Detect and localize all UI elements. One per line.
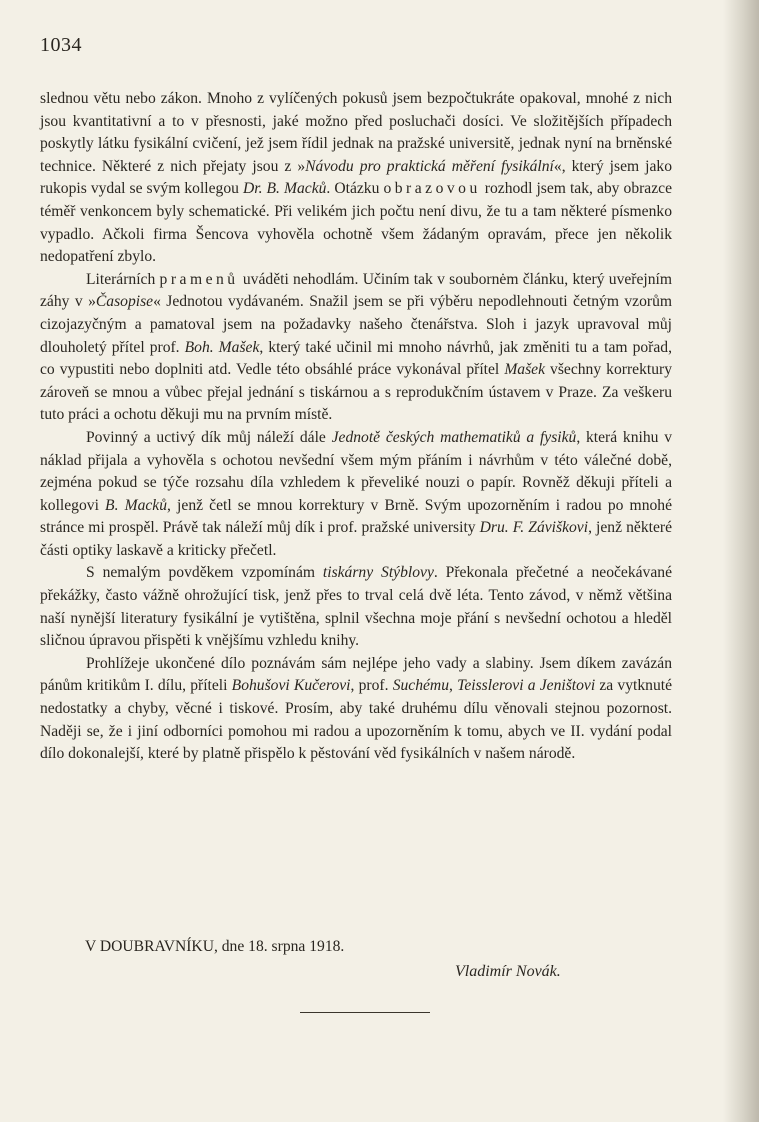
italic-run: Jednotě českých mathematiků a fysiků xyxy=(331,428,577,446)
paragraph xyxy=(40,88,672,269)
text-run: za vytknuté nedostatky a chyby, věcné i tiskové. Prosím, aby také druhému dílu věnovali stejnou pozornost. Naději se, že i jiní odborníci pomohou mi radou a upozorněním k tomu, abych ve II. vydání podal dílo dokonalejší, které by platně přispělo k pěstování věd fysikálních v našem národě. xyxy=(40,677,672,763)
closing-rule xyxy=(300,1012,430,1013)
italic-run: Boh. Mašek xyxy=(184,338,260,356)
text-run: , který také učinil mi mnoho návrhů, jak změniti tu a tam pořad, co vypustiti nebo doplniti atd. Vedle této obsáhlé práce vykonával přítel xyxy=(40,338,672,379)
text-run: , prof. xyxy=(350,677,393,695)
text-run: , xyxy=(449,677,458,695)
text-run: uváděti nehodlám. Učiním tak v soubornėm článku, který uveřejním záhy v » xyxy=(40,270,672,311)
page-edge-shadow xyxy=(723,0,759,1122)
dateline: V DOUBRAVNÍKU, dne 18. srpna 1918. xyxy=(85,938,345,955)
text-run: Povinný a uctivý dík můj náleží dále xyxy=(86,428,332,446)
italic-run: Suchému xyxy=(392,677,449,695)
paragraph xyxy=(40,427,672,563)
italic-run: B. Macků xyxy=(105,496,168,514)
italic-run: tiskárny Stýblovy xyxy=(322,564,434,582)
text-run: všechny korrektury zároveň se mnou a vůbec přejal jednání s tiskárnou a s reprodukčním ústavem v Praze. Za veškeru tuto práci a ochotu děkuji mu na prvním místě. xyxy=(40,361,672,424)
italic-run: Mašek xyxy=(504,361,546,379)
italic-run: Bohušovi Kučerovi xyxy=(231,677,351,695)
text-run: S nemalým povděkem vzpomínám xyxy=(86,564,323,582)
text-run: slednou větu nebo zákon. Mnoho z vylíčených pokusů jsem bezpočtukráte opakoval, mnohé z nich jsou kvantitativní a to v přesnosti, jaké možno před posluchači dosíci. Ve složitějších případech poskytly látku fysikální cvičení, jež jsem řídil jednak na pražské universitě, jednak nyní na brněnské technice. Některé z nich přejaty jsou z » xyxy=(40,90,672,175)
text-run: Literárních xyxy=(86,270,160,288)
paragraph xyxy=(40,269,672,427)
text-run: Prohlížeje ukončené dílo poznávám sám nejlépe jeho vady a slabiny. Jsem díkem zavázán pánům kritikům I. dílu, příteli xyxy=(40,654,672,695)
text-run: , jenž některé části optiky laskavě a kriticky přečetl. xyxy=(40,519,672,559)
page-number: 1034 xyxy=(40,34,82,56)
paragraph xyxy=(40,562,672,652)
text-run: « Jednotou vydávaném. Snažil jsem se při výběru nepodlehnouti četným vzorům cizojazyčným a pamatoval jsem na požadavky našeho čtenářstva. Sloh i jazyk upravoval můj dlouholetý přítel prof. xyxy=(40,293,673,356)
text-run: , jenž četl se mnou korrektury v Brně. Svým upozorněním i radou po mnohé stránce mi prospěl. Právě tak náleží můj dík i prof. pražské university xyxy=(40,496,673,537)
italic-run: Časopise xyxy=(95,293,154,311)
italic-run: Návodu pro praktická měření fysikální xyxy=(305,157,554,175)
text-run: . Překonala přečetné a neočekávané překážky, často vážně ohrožující tisk, jenž přes to trval celá dvě léta. Tento závod, v němž většina naší nynější literatury fysikální je vytištěna, splnil všechna moje přání s nevšední ochotou a hleděl sličnou úpravou přispěti k vnějšímu vzhledu knihy. xyxy=(40,564,672,650)
body-text xyxy=(40,88,672,766)
paragraph xyxy=(40,653,672,766)
text-run: , která knihu v náklad přijala a vyhověla s ochotou nevšední všem mým přáním i návrhům v této válečné době, zejména pokud se týče rozsahu díla vzhledem k převeliké nouzi o papír. Rovněž děkuji příteli a kollegovi xyxy=(40,428,673,514)
spaced-run: obrazovou xyxy=(383,180,481,198)
spaced-run: pramenů xyxy=(159,270,239,288)
text-run: «, který jsem jako rukopis vydal se svým kollegou xyxy=(40,157,673,198)
text-run: . Otázku xyxy=(326,180,384,198)
signature: Vladimír Novák. xyxy=(455,963,561,980)
italic-run: Dr. B. Macků xyxy=(242,180,327,198)
italic-run: Teisslerovi a Jeništovi xyxy=(457,677,596,695)
italic-run: Dru. F. Záviškovi xyxy=(479,519,589,537)
text-run: rozhodl jsem tak, aby obrazce téměř venkoncem byly schematické. Při velikém jich počtu není divu, že tu a tam některé písmenko vypadlo. Ačkoli firma Šencova vyhověla ochotně všem žádaným opravám, přece jen několik nedopatření zbylo. xyxy=(40,180,672,266)
